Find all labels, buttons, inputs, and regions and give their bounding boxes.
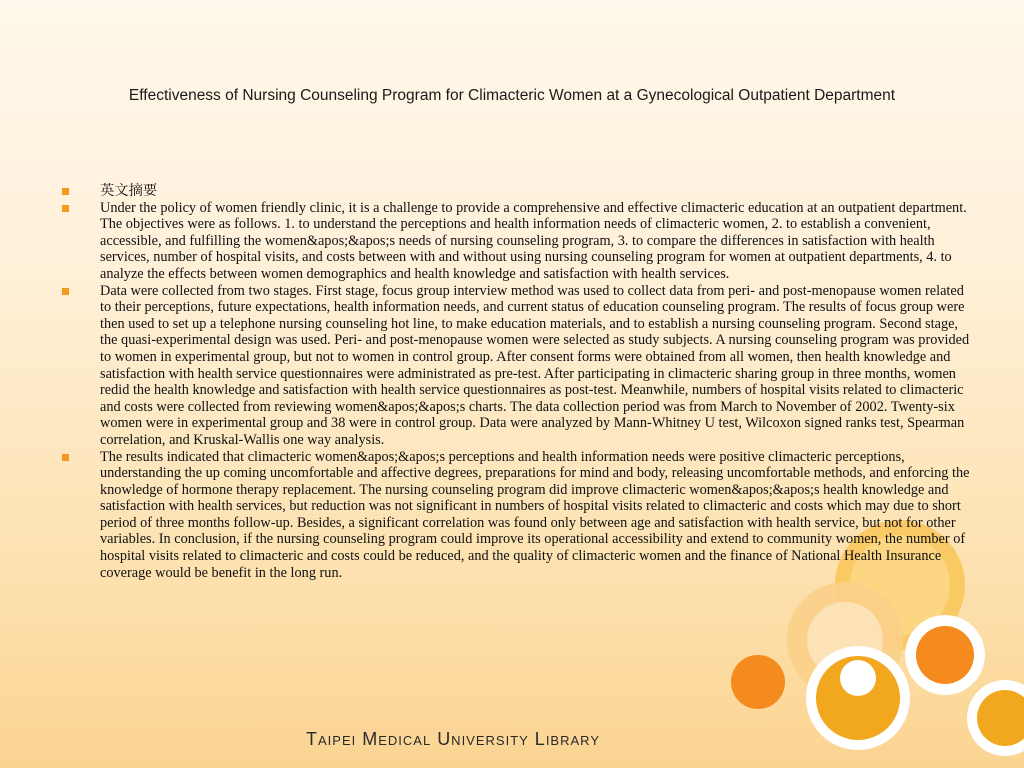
footer-library-name: Taipei Medical University Library [306,729,600,749]
deco-circle-left-orange [731,655,785,709]
bullet-text: Under the policy of women friendly clinic, it is a challenge to provide a comprehensive and effective climacteric education at an outpatient department. The objectives were as follows. 1. to understand the perceptions and health information needs of climacteric women, 2. to establish a convenient, accessible, and fulfilling the women&apos;&apos;s needs of nursing counseling program, 3. to compare the differences in satisfaction with health services, number of hospital visits, and costs between with and without using nursing counseling program for women at outpatient departments, 4. to analyze the effects between women demographics and health knowledge and satisfaction with health services. [100,199,967,282]
bullet-item-methods [62,283,970,449]
bullet-square-icon [62,188,69,195]
bullet-square-icon [62,288,69,295]
bullet-square-icon [62,205,69,212]
bullet-item-results [62,449,970,582]
bullet-text: 英文摘要 [100,183,158,199]
bullet-text: The results indicated that climacteric women&apos;&apos;s perceptions and health information needs were positive climacteric perceptions, understanding the up coming uncomfortable and affective degrees, preparations for mind and body, releasing uncomfortable methods, and enforcing the knowledge of hormone therapy replacement. The nursing counseling program did improve climacteric women&apos;&apos;s health knowledge and satisfaction with health services, but reduction was not significant in numbers of hospital visits related to climacteric and costs which may due to short period of three months follow-up. Besides, a significant correlation was found only between age and satisfaction with health service, but not for other variables. In conclusion, if the nursing counseling program could improve its operational accessibility and extend to community women, the number of hospital visits related to climacteric and costs could be reduced, and the quality of climacteric women and the finance of National Health Insurance coverage would be benefit in the long run. [100,448,970,581]
bullet-item-objectives [62,200,970,283]
bullet-list [62,183,970,581]
bullet-square-icon [62,454,69,461]
bullet-item-heading [62,183,970,200]
bullet-text: Data were collected from two stages. First stage, focus group interview method was used to collect data from peri- and post-menopause women related to their perceptions, future expectations, health information needs, and current status of education counseling program. The results of focus group were then used to set up a telephone nursing counseling hot line, to make education materials, and to establish a nursing counseling program. Second stage, the quasi-experimental design was used. Peri- and post-menopause women were selected as study subjects. A nursing counseling program was provided to women in experimental group, but not to women in control group. After consent forms were obtained from all women, then health knowledge and satisfaction with health service questionnaires were administrated as pre-test. After participating in climacteric sharing group in three months, women redid the health knowledge and satisfaction with health service questionnaires as post-test. Meanwhile, numbers of hospital visits related to climacteric and costs were collected from reviewing women&apos;&apos;s charts. The data collection period was from March to November of 2002. Twenty-six women were in experimental group and 38 were in control group. Data were analyzed by Mann-Whitney U test, Wilcoxon signed ranks test, Spearman correlation, and Kruskal-Wallis one way analysis. [100,282,970,448]
slide-title: Effectiveness of Nursing Counseling Program for Climacteric Women at a Gynecological Outpatient Department [128,87,896,104]
deco-circle-bottom-gold-hole [840,660,876,696]
deco-circle-right-orange-fill [916,626,974,684]
abstract-content [62,183,970,581]
